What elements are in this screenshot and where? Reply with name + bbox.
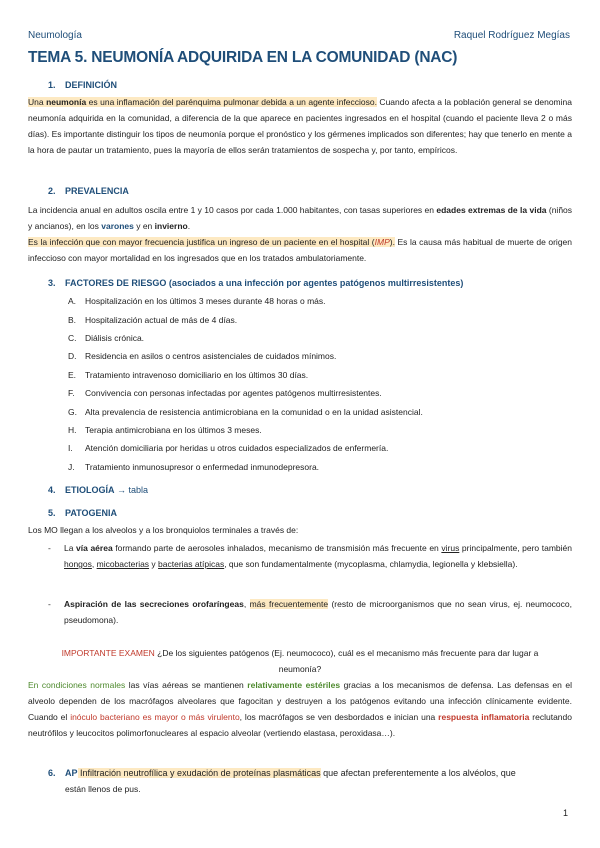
header-author: Raquel Rodríguez Megías — [453, 30, 570, 41]
section-heading-patogenia: 5. PATOGENIA — [48, 508, 118, 518]
risk-item: I. Atención domiciliaria por heridas u otros cuidados especializados de enfermería. — [68, 443, 389, 453]
section-heading-prevalencia: 2. PREVALENCIA — [48, 186, 129, 196]
section-heading-definicion: 1. DEFINICIÓN — [48, 80, 118, 90]
page-title: TEMA 5. NEUMONÍA ADQUIRIDA EN LA COMUNIDAD (NAC) — [28, 49, 458, 66]
defense-paragraph: En condiciones normales las vías aéreas se mantienen relativamente estériles gracias a los mecanismos de defensa. Las defensas en el alveolo dependen de los macrófagos alveolares que fagocitan y destruyen a los patógenos evitando una infección clínicamente evidente. Cuando el inóculo bacteriano es mayor o más virulento, los macrófagos se ven desbordados e inician una respuesta inflamatoria reclutando neutrófilos y leucocitos polimorfonucleares al espacio alveolar (vertiendo elastasa, peroxidasa…). — [28, 680, 572, 738]
bullet-aspiracion: - Aspiración de las secreciones orofaríngeas, más frecuentemente (resto de microorganismos que no sean virus, ej. neumococo, pseudomona). — [48, 599, 573, 625]
prevalence-paragraph: La incidencia anual en adultos oscila entre 1 y 10 casos por cada 1.000 habitantes, con tasas superiores en edades extremas de la vida (niños y ancianos), en los varones y en invierno. Es la infección que con mayor frecuencia justifica un ingreso de un paciente en el hospital (IMP). Es la causa más habitual de muerte de origen infeccioso con mayor mortalidad en los ingresados que en los tratados ambulatoriamente. — [28, 205, 573, 263]
risk-item: G. Alta prevalencia de resistencia antimicrobiana en la comunidad o en la unidad asistencial. — [68, 407, 423, 417]
risk-item: B. Hospitalización actual de más de 4 días. — [68, 315, 238, 325]
risk-item: F. Convivencia con personas infectadas por agentes patógenos multirresistentes. — [68, 388, 382, 398]
patogenia-intro: Los MO llegan a los alveolos y a los bronquiolos terminales a través de: — [28, 525, 299, 535]
risk-item: E. Tratamiento intravenoso domiciliario en los últimos 30 días. — [68, 370, 309, 380]
risk-item: D. Residencia en asilos o centros asistenciales de cuidados mínimos. — [68, 351, 337, 361]
page-number: 1 — [562, 808, 568, 818]
bullet-via-aerea: - La vía aérea formando parte de aerosoles inhalados, mecanismo de transmisión más frecuente en virus principalmente, pero también hongos, micobacterias y bacterias atípicas, que son fundamentalmente (mycoplasma, chlamydia, legionella y klebsiella). — [48, 543, 572, 569]
etiologia-table-link: → tabla — [114, 485, 149, 495]
section-heading-ap: 6. AP Infiltración neutrofílica y exudación de proteínas plasmáticas que afectan preferentemente a los alvéolos, que — [48, 768, 516, 778]
header-subject: Neumología — [28, 30, 82, 41]
ap-continuation: están llenos de pus. — [65, 784, 141, 794]
risk-item: A. Hospitalización en los últimos 3 meses durante 48 horas o más. — [68, 296, 326, 306]
exam-question: IMPORTANTE EXAMEN ¿De los siguientes patógenos (Ej. neumococo), cuál es el mecanismo más frecuente para dar lugar a neumonía? — [61, 648, 539, 674]
risk-item: J. Tratamiento inmunosupresor o enfermedad inmunodepresora. — [68, 462, 320, 472]
section-heading-etiologia: 4. ETIOLOGÍA → tabla — [48, 485, 149, 495]
risk-item: H. Terapia antimicrobiana en los últimos 3 meses. — [68, 425, 262, 435]
risk-item: C. Diálisis crónica. — [68, 333, 145, 343]
section-heading-factores-riesgo: 3. FACTORES DE RIESGO (asociados a una infección por agentes patógenos multirresistentes) — [48, 278, 464, 288]
definition-paragraph: Una neumonía es una inflamación del parénquima pulmonar debida a un agente infeccioso. Cuando afecta a la población general se denomina neumonía adquirida en la comunidad, a diferencia de la que aparece en pacientes ingresados en el hospital (cuando el paciente lleva 2 o más días). Es importante distinguir los tipos de neumonía porque el pronóstico y los gérmenes implicados son diferentes; hay que tenerlo en mente a la hora de pautar un tratamiento, pues la mayoría de ellos serán tratamientos de sospecha y, por tanto, empíricos. — [28, 97, 572, 155]
